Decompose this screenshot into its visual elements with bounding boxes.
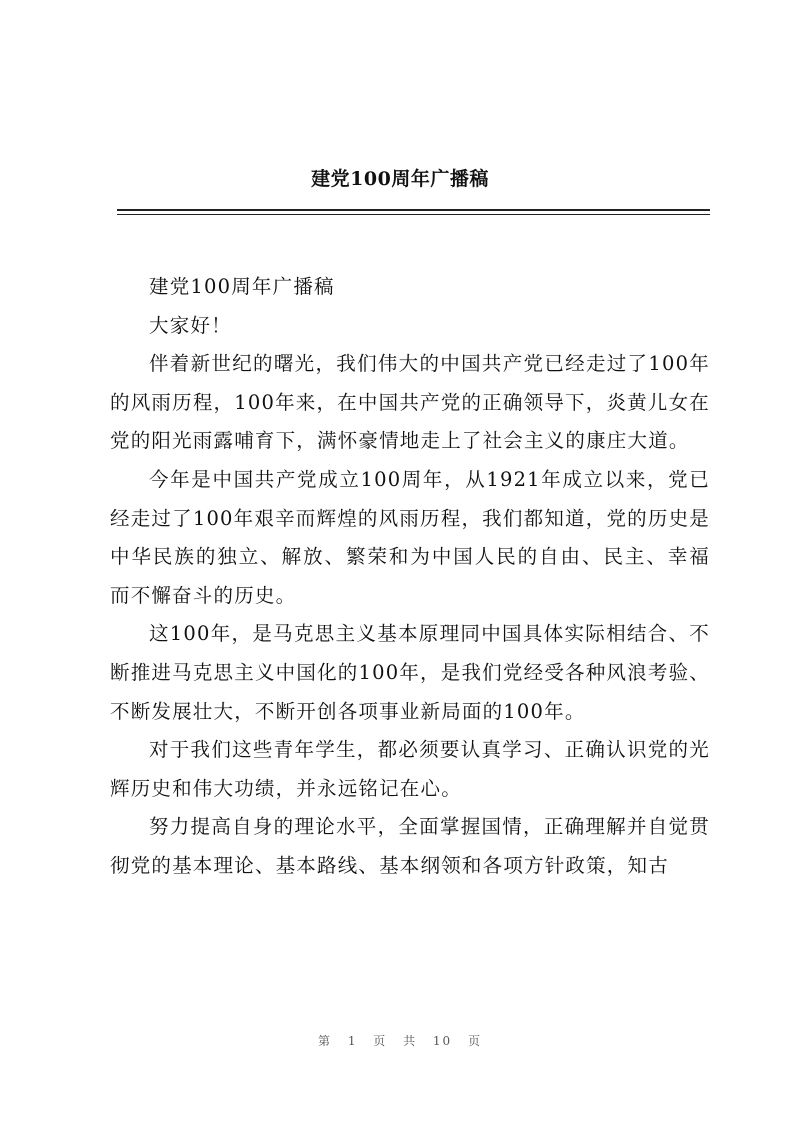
page-number: 第 1 页 共 10 页 [318, 1034, 482, 1048]
header-divider-thin [117, 214, 710, 215]
paragraph: 这100年，是马克思主义基本原理同中国具体实际相结合、不断推进马克思主义中国化的100年，是我们党经受各种风浪考验、不断发展壮大，不断开创各项事业新局面的100年。 [110, 622, 710, 723]
document-body [110, 268, 710, 886]
paragraph: 对于我们这些青年学生，都必须要认真学习、正确认识党的光辉历史和伟大功绩，并永远铭记在心。 [110, 738, 710, 800]
paragraph: 伴着新世纪的曙光，我们伟大的中国共产党已经走过了100年的风雨历程，100年来，在中国共产党的正确领导下，炎黄儿女在党的阳光雨露哺育下，满怀豪情地走上了社会主义的康庄大道。 [110, 352, 710, 453]
paragraph-greeting: 大家好！ [149, 313, 232, 337]
paragraph: 努力提高自身的理论水平，全面掌握国情，正确理解并自觉贯彻党的基本理论、基本路线、基本纲领和各项方针政策，知古 [110, 815, 710, 877]
paragraph-heading: 建党100周年广播稿 [149, 275, 335, 298]
paragraph: 今年是中国共产党成立100周年，从1921年成立以来，党已经走过了100年艰辛而辉煌的风雨历程，我们都知道，党的历史是中华民族的独立、解放、繁荣和为中国人民的自由、民主、幸福而不懈奋斗的历史。 [110, 467, 710, 607]
header-divider [117, 209, 710, 211]
document-title: 建党100周年广播稿 [311, 168, 489, 190]
